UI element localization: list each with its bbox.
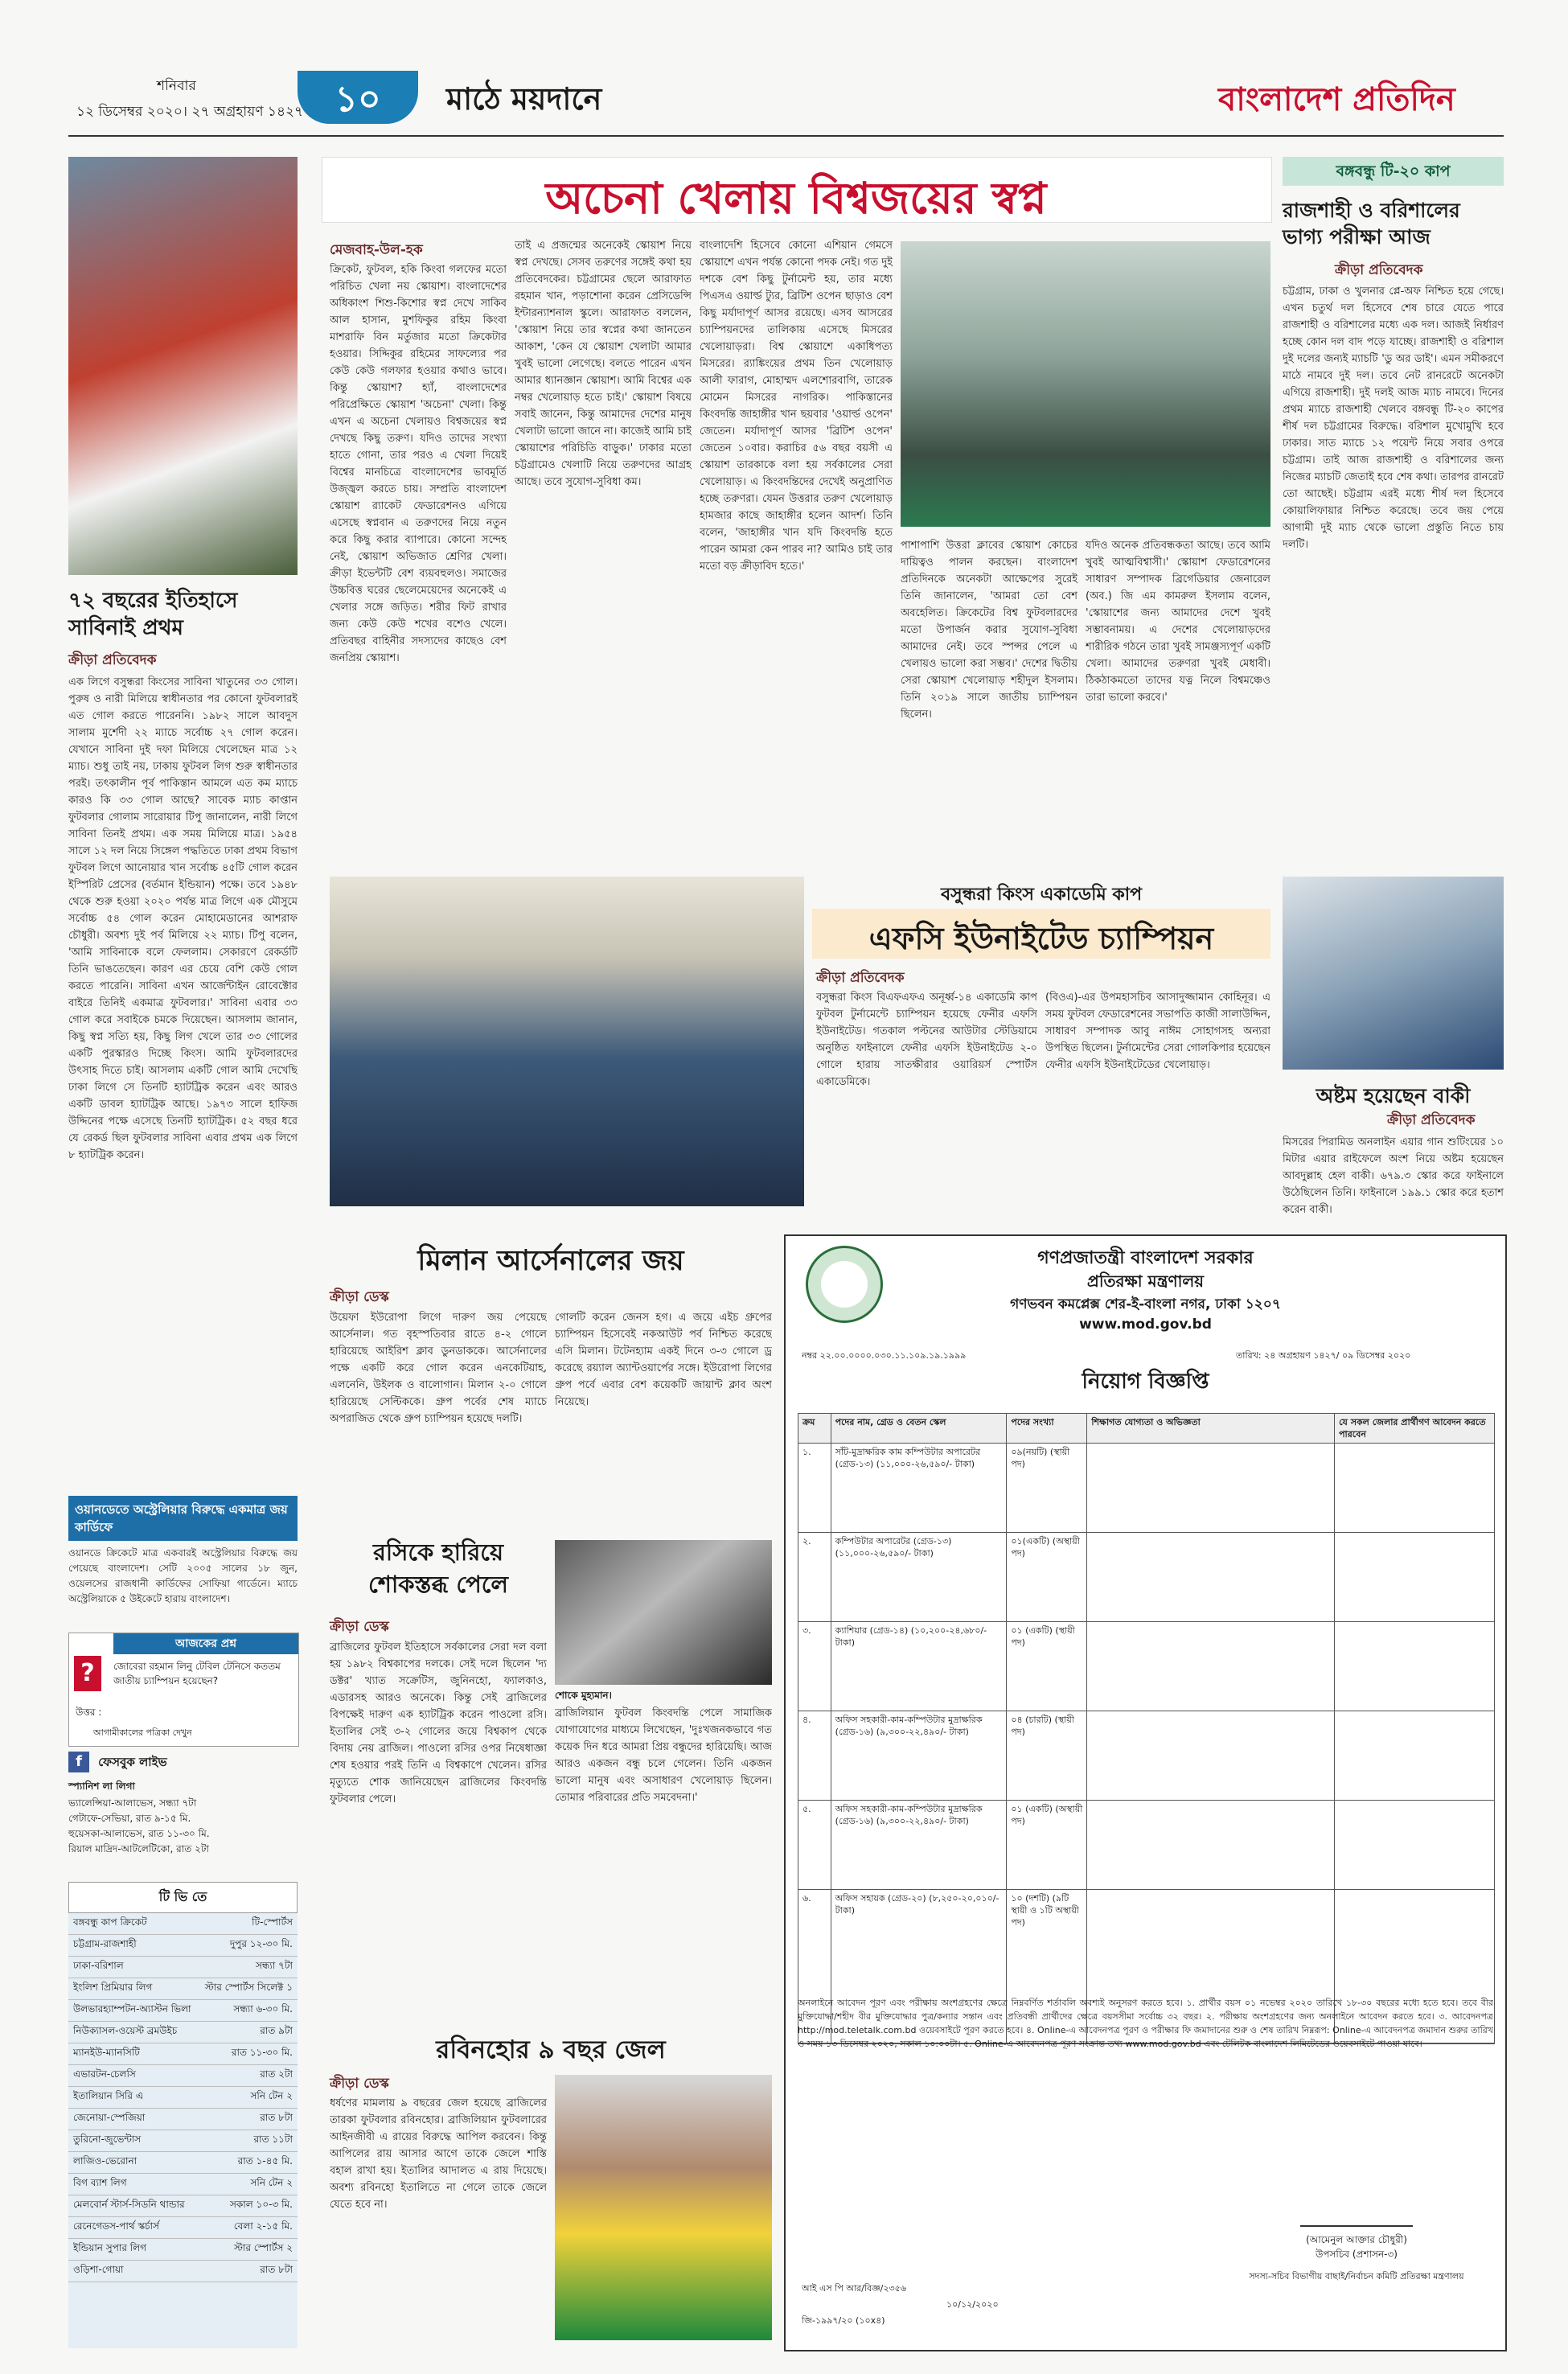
tv-row-program: জেনোয়া-স্পেজিয়া bbox=[73, 2112, 146, 2123]
col-count: পদের সংখ্যা bbox=[1007, 1414, 1087, 1443]
robinho-photo bbox=[555, 2075, 772, 2340]
tv-row-program: নিউক্যাসল-ওয়েস্ট ব্রমউইচ bbox=[73, 2025, 178, 2036]
row-sl: ৩. bbox=[798, 1622, 831, 1711]
kings-byline: ক্রীড়া প্রতিবেদক bbox=[816, 970, 905, 986]
lead-col-4: পাশাপাশি উত্তরা ক্লাবের স্কোয়াশ কোচের দায়িত্বও পালন করছেন। বাংলাদেশ প্রতিদিনকে অনেকটা আক্ষেপের সুরেই তিনি জানালেন, 'আমরা তো বেশ অবহেলিত। ক্রিকেটের বিশ্ব ফুটবলারদের মতো উপার্জন করার সুযোগ-সুবিধা আমাদের নেই। তবে স্পন্সর পেলে এ খেলায়ও ভালো করা সম্ভব।' দেশের দ্বিতীয় সেরা স্কোয়াশ খেলোয়াড় শহীদুল ইসলাম। তিনি ২০১৯ সালে জাতীয় চ্যাম্পিয়ন ছিলেন। bbox=[901, 540, 1077, 721]
tv-row-time: দুপুর ১২-৩০ মি. bbox=[229, 1938, 293, 1949]
pele-photo bbox=[555, 1540, 772, 1685]
row-post: অফিস সহকারী-কাম-কম্পিউটার মুদ্রাক্ষরিক (গ্রেড-১৬) (৯,৩০০-২২,৪৯০/- টাকা) bbox=[831, 1711, 1008, 1800]
col-districts: যে সকল জেলার প্রার্থীগণ আবেদন করতে পারবেন bbox=[1339, 1417, 1486, 1440]
lead-col-1: ক্রিকেট, ফুটবল, হকি কিংবা গলফের মতো পরিচিত খেলা নয় স্কোয়াশ। বাংলাদেশের অধিকাংশ শিশু-কিশোর স্বপ্ন দেখে সাকিব আল হাসান, মুশফিকুর রহিম কিংবা মাশরাফি বিন মর্তুজার মতো ক্রিকেটার হওয়ার। সিদ্দিকুর রহিমের সাফল্যের পর কেউ কেউ গলফার হওয়ার কথাও ভাবে। কিন্তু স্কোয়াশ? হ্যাঁ, বাংলাদেশের পরিপ্রেক্ষিতে স্কোয়াশ 'অচেনা' খেলা। কিন্তু এখন এ অচেনা খেলায়ও বিশ্বজয়ের স্বপ্ন দেখছে কিছু তরুণ। যদিও তাদের সংখ্যা হাতে গোনা, তার পরও এ খেলা দিয়েই বিশ্বের মানচিত্রে বাংলাদেশের ভাবমূর্তি উজ্জ্বল করতে চায়। সম্প্রতি বাংলাদেশ স্কোয়াশ র‌্যাকেট ফেডারেশনও এগিয়ে এসেছে স্বপ্নবান এ তরুণদের নিয়ে নতুন করে কিছু করার ব্যাপারে। কোনো সন্দেহ নেই, স্কোয়াশ অভিজাত শ্রেণির খেলা। ক্রীড়া ইভেন্টটি বেশ ব্যয়বহুলও। সমাজের উচ্চবিত্ত ঘরের ছেলেমেয়েদের অনেকেই এ খেলার সঙ্গে জড়িত। শরীর ফিট রাখার জন্য কেউ কেউ শখের বশেও খেলে। প্রতিবছর বাহিনীর সদস্যদের কাছেও বেশ জনপ্রিয় স্কোয়াশ। bbox=[330, 264, 507, 664]
kings-kicker: বসুন্ধরা কিংস একাডেমি কাপ bbox=[940, 885, 1143, 905]
advert-title: নিয়োগ বিজ্ঞপ্তি bbox=[1082, 1370, 1209, 1394]
sabina-headline: ৭২ বছরের ইতিহাসে সাবিনাই প্রথম bbox=[68, 589, 238, 640]
advert-code: আই এস পি আর/বিজ্ঞ/২৩৫৬ bbox=[802, 2283, 906, 2294]
tv-box bbox=[68, 1882, 298, 2348]
quiz-title: আজকের প্রশ্ন bbox=[113, 1633, 298, 1654]
advert-code2: জি-১৯৯৭/২০ (১০x৪) bbox=[802, 2315, 885, 2326]
row-post: কম্পিউটার অপারেটর (গ্রেড-১৩) (১১,০০০-২৬,৫৯০/- টাকা) bbox=[831, 1533, 1008, 1621]
tv-row bbox=[68, 2261, 298, 2282]
facebook-league: স্প্যানিশ লা লিগা bbox=[68, 1780, 135, 1792]
row-post: অফিস সহকারী-কাম-কম্পিউটার মুদ্রাক্ষরিক (গ্রেড-১৬) (৯,৩০০-২২,৪৯০/- টাকা) bbox=[831, 1801, 1008, 1889]
quiz-question: জোবেরা রহমান লিনু টেবিল টেনিসে কততম জাতীয় চ্যাম্পিয়ন হয়েছেন? bbox=[113, 1661, 281, 1686]
row-count: ০১(একটি) (অস্থায়ী পদ) bbox=[1007, 1533, 1087, 1621]
milan-body-1: উয়েফা ইউরোপা লিগে দারুণ জয় পেয়েছে আর্সেনাল। গত বৃহস্পতিবার রাতে ৪-২ গোলে হারিয়েছে আইরিশ ক্লাব ডুনডাককে। আর্সেনালের পক্ষে একটি করে গোল করেন এনকেটিয়াহ, এলনেনি, উইলক ও বালোগান। মিলান ২-০ গোলে হারিয়েছে সেল্টিককে। গ্রুপ পর্বের শেষ ম্যাচে অপরাজিত থেকে গ্রুপ চ্যাম্পিয়ন হয়েছে দলটি। bbox=[330, 1312, 547, 1425]
quiz-footer: আগামীকালের পত্রিকা দেখুন bbox=[93, 1727, 192, 1738]
advert-code-date: ১০/১২/২০২০ bbox=[946, 2299, 999, 2310]
advert-sign-name: (আমেনুল আক্তার চৌধুরী) bbox=[1306, 2234, 1407, 2245]
pele-body-1: ব্রাজিলের ফুটবল ইতিহাসে সর্বকালের সেরা দল বলা হয় ১৯৮২ বিশ্বকাপের দলকে। সেই দলে ছিলেন 'দ্য ডক্টর' খ্যাত সক্রেটিস, জুনিনহো, ফ্যালকাও, এডারসহ আরও অনেকে। কিন্তু সেই ব্রাজিলের বিপক্ষেই দারুণ এক হ্যাটট্রিক করেন পাওলো রসি। ইতালির সেই ৩-২ গোলের জয়ে বিশ্বকাপ থেকে বিদায় নেয় ব্রাজিল। পাওলো রসির ওপর নিষেধাজ্ঞা শেষ হওয়ার পরই তিনি এ বিশ্বকাপে খেলেন। রসির মৃত্যুতে শোক জানিয়েছেন ব্রাজিলের কিংবদন্তি ফুটবলার পেলে। bbox=[330, 1641, 547, 1805]
lead-byline: মেজবাহ-উল-হক bbox=[330, 242, 423, 258]
milan-headline: মিলান আর্সেনালের জয় bbox=[417, 1245, 684, 1277]
tv-row-program: মেলবোর্ন স্টার্স-সিডনি থান্ডার bbox=[73, 2199, 185, 2210]
milan-body-2: গোলটি করেন জেনস হগ। এ জয়ে এইচ গ্রুপের চ্যাম্পিয়ন হিসেবেই নকআউট পর্ব নিশ্চিত করেছে এসি মিলান। টটেনহ্যাম একই দিনে ৩-৩ গোলে ড্র করেছে রয়্যাল অ্যান্টওয়ার্পের সঙ্গে। ইউরোপা লিগের গ্রুপ পর্বে এবার বেশ কয়েকটি জায়ান্ট ক্লাব অংশ নিয়েছে। bbox=[555, 1312, 772, 1408]
row-qualification bbox=[1087, 1533, 1335, 1621]
row-sl: ২. bbox=[798, 1533, 831, 1621]
row-qualification bbox=[1087, 1711, 1335, 1800]
advert-table-row bbox=[798, 1711, 1494, 1801]
tv-row-program: লাজিও-ভেরোনা bbox=[73, 2155, 138, 2167]
row-count: ১০ (দশটি) (৯টি স্থায়ী ও ১টি অস্থায়ী পদ) bbox=[1007, 1890, 1087, 2043]
tv-row bbox=[68, 2217, 298, 2239]
row-count: ০৯(নয়টি) (স্থায়ী পদ) bbox=[1007, 1444, 1087, 1532]
advert-sign-title: উপসচিব (প্রশাসন-৩) bbox=[1316, 2249, 1398, 2260]
tv-row bbox=[68, 2065, 298, 2087]
shooting-body: মিসরের পিরামিড অনলাইন এয়ার গান শুটিংয়ের ১০ মিটার এয়ার রাইফেলে অংশ নিয়ে অষ্টম হয়েছেন আবদুল্লাহ হেল বাকী। ৬৭৯.৩ স্কোর করে ফাইনালে উঠেছিলেন তিনি। ফাইনালে ১৯৯.১ স্কোর করে হতাশ করেন বাকী। bbox=[1283, 1136, 1504, 1216]
tv-row-time: রাত ৮টা bbox=[260, 2264, 293, 2275]
tv-row-program: ইতালিয়ান সিরি এ bbox=[73, 2090, 143, 2101]
section-title: মাঠে ময়দানে bbox=[446, 81, 602, 117]
row-post: অফিস সহায়ক (গ্রেড-২০) (৮,২৫০-২০,০১০/- টাকা) bbox=[831, 1890, 1008, 2043]
advert-ministry: প্রতিরক্ষা মন্ত্রণালয় bbox=[1086, 1271, 1205, 1291]
sabina-byline: ক্রীড়া প্রতিবেদক bbox=[68, 652, 157, 668]
kings-headline: এফসি ইউনাইটেড চ্যাম্পিয়ন bbox=[868, 921, 1214, 956]
tv-row bbox=[68, 2087, 298, 2109]
tv-row-time: রাত ২টা bbox=[260, 2068, 293, 2080]
tv-row-program: তুরিনো-জুভেন্টাস bbox=[73, 2134, 142, 2145]
pele-headline: রসিকে হারিয়ে শোকস্তব্ধ পেলে bbox=[367, 1538, 509, 1598]
govt-advert bbox=[784, 1234, 1507, 2351]
facebook-title: ফেসবুক লাইভ bbox=[98, 1755, 167, 1769]
col-sl: ক্রম bbox=[798, 1414, 831, 1443]
advert-committee: সদস্য-সচিব বিভাগীয় বাছাই/নির্বাচন কমিটি প্রতিরক্ষা মন্ত্রণালয় bbox=[1249, 2271, 1464, 2282]
row-sl: ১. bbox=[798, 1444, 831, 1532]
tv-row bbox=[68, 2195, 298, 2217]
tv-row-time: রাত ৯টা bbox=[260, 2025, 293, 2036]
tv-row-time: স্টার স্পোর্টস সিলেক্ট ১ bbox=[204, 1982, 293, 1993]
row-qualification bbox=[1087, 1444, 1335, 1532]
tv-row-program: ইংলিশ প্রিমিয়ার লিগ bbox=[73, 1982, 153, 1993]
shooting-byline: ক্রীড়া প্রতিবেদক bbox=[1387, 1112, 1476, 1128]
row-sl: ৬. bbox=[798, 1890, 831, 2043]
nz-box bbox=[68, 1496, 298, 1629]
sabina-photo bbox=[68, 157, 298, 575]
kings-photo bbox=[330, 877, 804, 1206]
robinho-byline: ক্রীড়া ডেস্ক bbox=[330, 2076, 389, 2092]
tv-row-time: সন্ধ্যা ৭টা bbox=[255, 1960, 293, 1971]
masthead-date: ১২ ডিসেম্বর ২০২০। ২৭ অগ্রহায়ণ ১৪২৭ bbox=[76, 104, 304, 120]
facebook-box bbox=[68, 1752, 298, 1872]
pele-body-2: ব্রাজিলিয়ান ফুটবল কিংবদন্তি পেলে সামাজিক যোগাযোগের মাধ্যমে লিখেছেন, 'দুঃখজনকভাবে গত কয়েক দিন ধরে আমরা প্রিয় বন্ধুদের হারিয়েছি। আজ আরও একজন বন্ধু চলে গেলেন। তিনি একজন ভালো মানুষ এবং অসাধারণ খেলোয়াড় ছিলেন। তোমার পরিবারের প্রতি সমবেদনা।' bbox=[555, 1707, 772, 1804]
row-sl: ৫. bbox=[798, 1801, 831, 1889]
lead-headline: অচেনা খেলায় বিশ্বজয়ের স্বপ্ন bbox=[545, 173, 1047, 224]
tv-row-program: রেনেগেডস-পার্থ স্কর্চার্স bbox=[73, 2220, 159, 2232]
quiz-box bbox=[68, 1633, 299, 1747]
tv-row-program: ইন্ডিয়ান সুপার লিগ bbox=[73, 2242, 146, 2253]
facebook-line-3: হুয়েসকা-আলাভেস, রাত ১১-৩০ মি. bbox=[68, 1828, 210, 1839]
advert-address: গণভবন কমপ্লেক্স শের-ই-বাংলা নগর, ঢাকা ১২০৭ bbox=[1010, 1296, 1281, 1312]
tv-row bbox=[68, 2174, 298, 2195]
tv-row bbox=[68, 1978, 298, 2000]
lead-col-3: বাংলাদেশি হিসেবে কোনো এশিয়ান গেমসে স্কোয়াশে এখন পর্যন্ত কোনো পদক নেই। গত দুই দশকে বেশ কিছু টুর্নামেন্ট হয়, তার মধ্যে পিএসএ ওয়ার্ল্ড ট্যুর, ব্রিটিশ ওপেন ছাড়াও বেশ কিছু মর্যাদাপূর্ণ আসর রয়েছে। এসব আসরের চ্যাম্পিয়নদের তালিকায় এসেছে মিসরের খেলোয়াড়রা। বিশ্ব স্কোয়াশে একাধিপত্য মিসরের। র‍্যাঙ্কিংয়ের প্রথম তিন খেলোয়াড় আলী ফারাগ, মোহাম্মদ এলশোরবাগি, তারেক মোমেন মিসরের নাগরিক। পাকিস্তানের কিংবদন্তি জাহাঙ্গীর খান ছয়বার 'ওয়ার্ল্ড ওপেন' জেতেন। মর্যাদাপূর্ণ আসর 'ব্রিটিশ ওপেন' জেতেন ১০বার। করাচির ৫৬ বছর বয়সী এ স্কোয়াশ তারকাকে বলা হয় সর্বকালের সেরা খেলোয়াড়। এ কিংবদন্তিদের দেখেই অনুপ্রাণিত হচ্ছে তরুণরা। যেমন উত্তরার তরুণ খেলোয়াড় হামজার কাছে জাহাঙ্গীর হলেন আদর্শ। তিনি বলেন, 'জাহাঙ্গীর খান যদি কিংবদন্তি হতে পারেন আমরা কেন পারব না? আমিও চাই তার মতো বড় ক্রীড়াবিদ হতে।' bbox=[700, 240, 893, 573]
tv-row bbox=[68, 2239, 298, 2261]
row-post: সাঁট-মুদ্রাক্ষরিক কাম কম্পিউটার অপারেটর (গ্রেড-১৩) (১১,০০০-২৬,৫৯০/- টাকা) bbox=[831, 1444, 1008, 1532]
quiz-answer-label: উত্তর : bbox=[76, 1707, 102, 1718]
row-districts bbox=[1335, 1533, 1494, 1621]
tv-row bbox=[68, 2109, 298, 2130]
masthead bbox=[68, 64, 1504, 145]
paper-logo: বাংলাদেশ প্রতিদিন bbox=[1218, 80, 1455, 118]
lead-col-5: যদিও অনেক প্রতিবন্ধকতা আছে। তবে আমি খুবই আত্মবিশ্বাসী।' স্কোয়াশ ফেডারেশনের সাধারণ সম্পাদক ব্রিগেডিয়ার জেনারেল (অব.) জি এম কামরুল ইসলাম বলেন, 'স্কোয়াশের জন্য আমাদের দেশে খুবই সম্ভাবনাময়। এ দেশের খেলোয়াড়দের শারীরিক গঠনে তারা খুবই সামঞ্জস্যপূর্ণ একটি খেলা। আমাদের তরুণরা খুবই মেধাবী। ঠিকঠাকমতো তাদের যত্ন নিলে বিশ্বমঞ্চেও তারা ভালো করবে।' bbox=[1086, 540, 1270, 704]
tv-row-program: এভারটন-চেলসি bbox=[73, 2068, 136, 2080]
advert-table-row bbox=[798, 1444, 1494, 1533]
row-count: ০১ (একটি) (স্থায়ী পদ) bbox=[1007, 1622, 1087, 1711]
tv-row bbox=[68, 1935, 298, 1957]
pele-byline: ক্রীড়া ডেস্ক bbox=[330, 1619, 389, 1635]
tv-row-time: সকাল ১০-৩ মি. bbox=[229, 2199, 293, 2210]
row-districts bbox=[1335, 1622, 1494, 1711]
shooting-headline: অষ্টম হয়েছেন বাকী bbox=[1316, 1084, 1471, 1107]
tv-row-time: স্টার স্পোর্টস ২ bbox=[234, 2242, 293, 2253]
row-post: ক্যাশিয়ার (গ্রেড-১৪) (১০,২০০-২৪,৬৮০/- টাকা) bbox=[831, 1622, 1008, 1711]
tv-row-program: উলভারহ্যাম্পটন-অ্যাস্টন ভিলা bbox=[73, 2003, 191, 2015]
advert-table-row bbox=[798, 1533, 1494, 1622]
facebook-line-2: গেটাফে-সেভিয়া, রাত ৯-১৫ মি. bbox=[68, 1813, 191, 1824]
bangabandhu-byline: ক্রীড়া প্রতিবেদক bbox=[1335, 262, 1423, 278]
shooting-photo bbox=[1283, 877, 1504, 1070]
tv-row-time: রাত ১-৪৫ মি. bbox=[237, 2155, 293, 2167]
row-sl: ৪. bbox=[798, 1711, 831, 1800]
tv-row bbox=[68, 2022, 298, 2043]
facebook-icon: f bbox=[68, 1752, 89, 1772]
tv-row bbox=[68, 2043, 298, 2065]
tv-row bbox=[68, 1957, 298, 1978]
milan-byline: ক্রীড়া ডেস্ক bbox=[330, 1289, 389, 1305]
tv-row-program: ওড়িশা-গোয়া bbox=[73, 2264, 124, 2275]
lead-col-2: তাই এ প্রজন্মের অনেকেই স্কোয়াশ নিয়ে স্বপ্ন দেখছে। সেসব তরুণের সঙ্গেই কথা হয় প্রতিবেদকের। চট্টগ্রামের ছেলে আরাফাত রহমান খান, পড়াশোনা করেন প্রেসিডেন্সি ইন্টারন্যাশনাল স্কুলে। আরাফাত বললেন, 'স্কোয়াশ নিয়ে তার স্বপ্নের কথা জানতেন আকাশ, 'কেন যে স্কোয়াশ খেলাটা আমার খুবই ভালো লেগেছে। বলতে পারেন এখন আমার ধ্যানজ্ঞান স্কোয়াশ। আমি বিশ্বের এক নম্বর খেলোয়াড় হতে চাই।' স্কোয়াশ বিষয়ে সবাই জানেন, কিন্তু আমাদের দেশের মানুষ খেলাটা ভালো জানে না। কাজেই আমি চাই স্কোয়াশের পরিচিতি বাড়ুক।' ঢাকার মতো চট্টগ্রামেও খেলাটি নিয়ে তরুণদের আগ্রহ আছে। তবে সুযোগ-সুবিধা কম। bbox=[515, 240, 692, 488]
tv-row-time: রাত ৮টা bbox=[260, 2112, 293, 2123]
facebook-line-1: ভ্যালেন্সিয়া-আলাভেস, সন্ধ্যা ৭টা bbox=[68, 1797, 197, 1809]
col-post: পদের নাম, গ্রেড ও বেতন স্কেল bbox=[831, 1414, 1008, 1443]
tv-schedule bbox=[68, 1913, 298, 2282]
tv-row-program: বিগ ব্যাশ লিগ bbox=[73, 2177, 127, 2188]
kings-body-2: (বিওএ)-এর উপমহাসচিব আসাদুজ্জামান কোহিনূর। এ সময় ফুটবল ফেডারেশনের সভাপতি কাজী সালাউদ্দিন, সাধারণ সম্পাদক আবু নাঈম সোহাগসহ অন্যরা উপস্থিত ছিলেন। টুর্নামেন্টের সেরা গোলকিপার হয়েছেন ফেনীর এফসি ইউনাইটেডের খেলোয়াড়। bbox=[1045, 992, 1270, 1071]
squash-photo bbox=[901, 241, 1270, 527]
bangabandhu-tag: বঙ্গবন্ধু টি-২০ কাপ bbox=[1283, 157, 1504, 186]
kings-body-1: বসুন্ধরা কিংস বিএফএফএ অনূর্ধ্ব-১৪ একাডেমি কাপ ফুটবল টুর্নামেন্টে চ্যাম্পিয়ন হয়েছে ফেনীর এফসি ইউনাইটেড। গতকাল পল্টনের আউটার স্টেডিয়ামে অনুষ্ঠিত ফাইনালে ফেনীর এফসি ইউনাইটেড ২-০ গোলে হারায় সাতক্ষীরার ওয়ারিয়র্স স্পোর্টস একাডেমিকে। bbox=[816, 992, 1037, 1088]
signature-mark bbox=[1300, 2201, 1413, 2227]
advert-memo: নম্বর ২২.০০.০০০০.০৩০.১১.১০৯.১৯.১৯৯৯ bbox=[802, 1350, 967, 1361]
robinho-body-1: ধর্ষণের মামলায় ৯ বছরের জেল হয়েছে ব্রাজিলের তারকা ফুটবলার রবিনহোর। ব্রাজিলিয়ান ফুটবলারের আইনজীবী এ রায়ের বিরুদ্ধে আপিল করবেন। কিন্তু আপিলের রায় আসার আগে তাকে জেলে শাস্তি বহাল রাখা হয়। ইতালির আদালত এ রায় দিয়েছে। অবশ্য রবিনহো ইতালিতে না গেলে তাকে জেলে যেতে হবে না। bbox=[330, 2097, 547, 2211]
col-qualification: শিক্ষাগত যোগ্যতা ও অভিজ্ঞতা bbox=[1087, 1414, 1335, 1443]
bangabandhu-headline: রাজশাহী ও বরিশালের ভাগ্য পরীক্ষা আজ bbox=[1283, 199, 1460, 248]
advert-url[interactable]: www.mod.gov.bd bbox=[1079, 1316, 1212, 1333]
tv-row-time: রাত ১১-৩০ মি. bbox=[231, 2047, 293, 2058]
row-qualification bbox=[1087, 1801, 1335, 1889]
advert-table-header bbox=[798, 1414, 1494, 1444]
tv-row bbox=[68, 1913, 298, 1935]
advert-table bbox=[798, 1413, 1495, 2044]
advert-date: তারিখ: ২৪ অগ্রহায়ণ ১৪২৭/ ০৯ ডিসেম্বর ২০২০ bbox=[1236, 1350, 1411, 1361]
row-districts bbox=[1335, 1801, 1494, 1889]
bangabandhu-body: চট্টগ্রাম, ঢাকা ও খুলনার প্লে-অফ নিশ্চিত হয়ে গেছে। এখন চতুর্থ দল হিসেবে শেষ চারে যেতে পারে রাজশাহী ও বরিশালের মধ্যে এক দল। আজই নির্ধারণ হচ্ছে কোন দল বাদ পড়ে যাচ্ছে। রাজশাহী ও বরিশাল দুই দলের জন্যই ম্যাচটি 'ডু অর ডাই'। এমন সমীকরণে মাঠে নামবে দুই দল। তবে নেট রানরেটে অনেকটা এগিয়ে রাজশাহী। দুই দলই আজ ম্যাচ নামবে। দিনের প্রথম ম্যাচে রাজশাহী খেলবে বঙ্গবন্ধু টি-২০ কাপের শীর্ষ দল চট্টগ্রামের বিরুদ্ধে। বরিশাল মুখোমুখি হবে ঢাকার। সাত ম্যাচে ১২ পয়েন্ট নিয়ে সবার ওপরে চট্টগ্রাম। তাই আজ রাজশাহী ও বরিশালের জন্য নিজের ম্যাচটি জেতাই হবে শেষ কথা। তারপর রানরেট তো আছেই। চট্টগ্রাম এরই মধ্যে শীর্ষ দল হিসেবে কোয়ালিফায়ার নিশ্চিত করেছে। তবে জয় পেয়ে আগামী দুই ম্যাচ থেকে ভালো প্রস্তুতি নিতে চায় দলটি। bbox=[1283, 285, 1504, 551]
tv-row-program: চট্টগ্রাম-রাজশাহী bbox=[73, 1938, 137, 1949]
pele-caption: শোকে মুহ্যমান। bbox=[555, 1690, 612, 1701]
tv-row bbox=[68, 2000, 298, 2022]
tv-row-time: রাত ১১টা bbox=[253, 2134, 293, 2145]
tv-row bbox=[68, 2130, 298, 2152]
tv-row-program: বঙ্গবন্ধু কাপ ক্রিকেট bbox=[73, 1916, 147, 1928]
nz-body: ওয়ানডে ক্রিকেটে মাত্র একবারই অস্ট্রেলিয়ার বিরুদ্ধে জয় পেয়েছে বাংলাদেশ। সেটি ২০০৫ সালের ১৮ জুন, ওয়েলসের রাজধানী কার্ডিফের সোফিয়া গার্ডেনে। ম্যাচে অস্ট্রেলিয়াকে ৫ উইকেটে হারায় বাংলাদেশ। bbox=[68, 1547, 298, 1604]
advert-table-row bbox=[798, 1622, 1494, 1711]
tv-row-time: বেলা ২-১৫ মি. bbox=[233, 2220, 293, 2232]
tv-row-time: টি-স্পোর্টস bbox=[252, 1916, 293, 1928]
row-districts bbox=[1335, 1444, 1494, 1532]
robinho-headline: রবিনহোর ৯ বছর জেল bbox=[436, 2035, 666, 2064]
masthead-rule bbox=[68, 135, 1504, 137]
question-icon: ? bbox=[74, 1656, 101, 1691]
row-count: ০৪ (চারটি) (স্থায়ী পদ) bbox=[1007, 1711, 1087, 1800]
tv-row-time: সনি টেন ২ bbox=[250, 2177, 293, 2188]
advert-table-body bbox=[798, 1444, 1494, 2043]
row-count: ০১ (একটি) (অস্থায়ী পদ) bbox=[1007, 1801, 1087, 1889]
facebook-line-4: রিয়াল মাদ্রিদ-আটলেটিকো, রাত ২টা bbox=[68, 1843, 209, 1854]
tv-row-time: সন্ধ্যা ৬-৩০ মি. bbox=[233, 2003, 293, 2015]
row-districts bbox=[1335, 1711, 1494, 1800]
row-qualification bbox=[1087, 1622, 1335, 1711]
tv-row-time: সনি টেন ২ bbox=[250, 2090, 293, 2101]
tv-title: টি ভি তে bbox=[68, 1882, 298, 1913]
page-number: ১০ bbox=[335, 79, 381, 120]
advert-gov: গণপ্রজাতন্ত্রী বাংলাদেশ সরকার bbox=[1037, 1248, 1254, 1268]
tv-row-program: ম্যানইউ-ম্যানসিটি bbox=[73, 2047, 140, 2058]
advert-conditions: অনলাইনে আবেদন পূরণ এবং পরীক্ষায় অংশগ্রহণের ক্ষেত্রে নিম্নবর্ণিত শর্তাবলি অবশ্যই অনুসরণ করতে হবে। ১. প্রার্থীর বয়স ০১ নভেম্বর ২০২০ তারিখে ১৮-৩০ বছরের মধ্যে হতে হবে। তবে বীর মুক্তিযোদ্ধা/শহীদ বীর মুক্তিযোদ্ধার পুত্র/কন্যার সন্তান এবং প্রতিবন্ধী প্রার্থীদের ক্ষেত্রে বয়সসীমা সর্বোচ্চ ৩২ বছর। ২. পরীক্ষায় অংশগ্রহণের জন্য অনলাইনে আবেদন করতে হবে। ৩. আবেদনপত্র http://mod.teletalk.com.bd ওয়েবসাইটে পূরণ করতে হবে। ৪. Online-এ আবেদনপত্র পূরণ ও পরীক্ষার ফি জমাদানের শুরু ও শেষ তারিখ নিম্নরূপ: Online-এ আবেদনপত্র জমাদান শুরুর তারিখ ও সময় ১৩ ডিসেম্বর ২০২০, সকাল ১০:০০টা। ৫. Online-এ আবেদনপত্র পূরণ সংক্রান্ত তথ্য www.mod.gov.bd এবং টেলিটক বাংলাদেশ লিমিটেডের ওয়েবসাইটে পাওয়া যাবে। bbox=[798, 1998, 1493, 2049]
nz-headline: ওয়ানডেতে অস্ট্রেলিয়ার বিরুদ্ধে একমাত্র জয় কার্ডিফে bbox=[68, 1496, 298, 1541]
tv-row-program: ঢাকা-বরিশাল bbox=[73, 1960, 124, 1971]
tv-row bbox=[68, 2152, 298, 2174]
advert-table-row bbox=[798, 1801, 1494, 1890]
sabina-body: এক লিগে বসুন্ধরা কিংসের সাবিনা খাতুনের ৩৩ গোল। পুরুষ ও নারী মিলিয়ে স্বাধীনতার পর কোনো ফুটবলারই এত গোল করতে পারেননি। ১৯৮২ সালে আবদুস সালাম মুর্শেদী ২২ ম্যাচে সর্বোচ্চ ২৭ গোল করেন। যেখানে সাবিনা দুই দফা মিলিয়ে খেলেছেন মাত্র ১২ ম্যাচ। শুধু তাই নয়, ঢাকায় ফুটবল লিগ শুরু স্বাধীনতার পরই। তৎকালীন পূর্ব পাকিস্তান আমলে এত কম ম্যাচে কারও কি ৩৩ গোল আছে? সাবেক ম্যাচ কাপ্তান ফুটবলার গোলাম সারোয়ার টিপু জানালেন, নারী লিগে সাবিনা তিনই প্রথম। এক সময় মিলিয়ে মাত্র। ১৯৫৪ সালে ১২ দল নিয়ে সিঙ্গেল পদ্ধতিতে ঢাকা প্রথম বিভাগ ফুটবল লিগে আনোয়ার খান সর্বোচ্চ ৪৫টি গোল করেন ইস্পিরিট প্রেসের (বর্তমান ইন্ডিয়ান) পক্ষে। তবে ১৯৪৮ থেকে শুরু হওয়া ২০২০ পর্যন্ত মাত্র লিগে এক মৌসুমে সর্বোচ্চ ৫৪ গোল করেন মোহামেডানের আশরাফ চৌধুরী। অবশ্য দুই পর্ব মিলিয়ে ২২ ম্যাচ। টিপু বলেন, 'আমি সাবিনাকে বলে ফেললাম। সেকারণে রেকর্ডটি তিনি ভাঙতেছেন। কারণ এর চেয়ে বেশি কেউ গোল করতে পারেনি। সাবিনা এখন আর্জেন্টাইন রোবেক্টোর বাইরে তিনিই একমাত্র ফুটবলার।' সাবিনা এবার ৩৩ গোল করে সবাইকে চমকে দিয়েছেন। আসলাম জানান, কিছু স্বপ্ন সত্যি হয়, কিছু লিগ খেলে তার ৩৩ গোলের একটি পুরস্কারও দিচ্ছে কিংস। আমি ফুটবলারদের উৎসাহ দিতে চাই। আসলাম একটি গোল আমি দেখেছি ঢাকা লিগে সে তিনটি হ্যাটট্রিক করেন এবং আরও একটি ডাবল হ্যাটট্রিক আছে। ১৯৭৩ সালে হাফিজ উদ্দিনের পক্ষে এসেছে তিনটি হ্যাটট্রিক। ৫২ বছর ধরে যে রেকর্ড ছিল ফুটবলার সাবিনা এবার প্রথম এক লিগে ৮ হ্যাটট্রিক করেন। bbox=[68, 676, 298, 1161]
masthead-day: শনিবার bbox=[157, 78, 196, 94]
